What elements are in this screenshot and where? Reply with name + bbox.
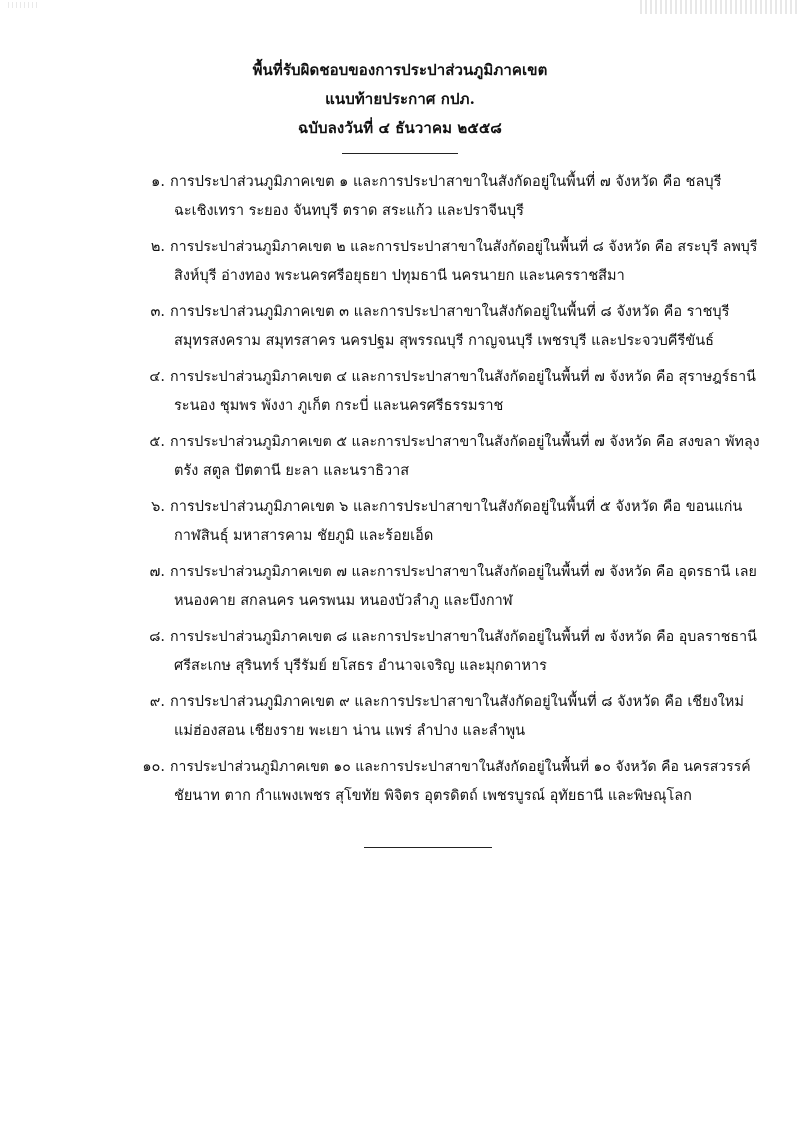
item-line-2: สมุทรสงคราม สมุทรสาคร นครปฐม สุพรรณบุรี กาญจนบุรี เพชรบุรี และประจวบคีรีขันธ์ [174, 333, 714, 349]
item-text [170, 493, 760, 551]
item-number: ๒. [150, 239, 165, 255]
scan-artifact [640, 0, 800, 14]
item-line-2: กาฬสินธุ์ มหาสารคาม ชัยภูมิ และร้อยเอ็ด [174, 528, 434, 544]
list-item [0, 298, 800, 363]
item-line-1: การประปาส่วนภูมิภาคเขต ๙ และการประปาสาขาในสังกัดอยู่ในพื้นที่ ๘ จังหวัด คือ เชียงใหม่ [170, 694, 744, 710]
item-line-1: การประปาส่วนภูมิภาคเขต ๑๐ และการประปาสาขาในสังกัดอยู่ในพื้นที่ ๑๐ จังหวัด คือ นครสวรรค์ [170, 759, 751, 775]
item-line-1: การประปาส่วนภูมิภาคเขต ๓ และการประปาสาขาในสังกัดอยู่ในพื้นที่ ๘ จังหวัด คือ ราชบุรี [170, 304, 730, 320]
list-item [0, 688, 800, 753]
item-text [170, 688, 760, 746]
list-item [0, 168, 800, 233]
item-text [170, 428, 760, 486]
item-line-2: ชัยนาท ตาก กำแพงเพชร สุโขทัย พิจิตร อุตรดิตถ์ เพชรบูรณ์ อุทัยธานี และพิษณุโลก [174, 788, 692, 804]
item-line-2: แม่ฮ่องสอน เชียงราย พะเยา น่าน แพร่ ลำปาง และลำพูน [174, 723, 526, 739]
item-number: ๘. [149, 629, 165, 645]
scan-artifact [8, 2, 38, 8]
document-title: พื้นที่รับผิดชอบของการประปาส่วนภูมิภาคเขต [252, 61, 548, 79]
item-line-2: หนองคาย สกลนคร นครพนม หนองบัวลำภู และบึงกาฬ [174, 593, 513, 609]
item-text [170, 233, 760, 291]
item-line-1: การประปาส่วนภูมิภาคเขต ๕ และการประปาสาขาในสังกัดอยู่ในพื้นที่ ๗ จังหวัด คือ สงขลา พัทลุง [170, 434, 760, 450]
item-number: ๖. [151, 499, 165, 515]
list-item [0, 753, 800, 818]
item-line-2: ระนอง ชุมพร พังงา ภูเก็ต กระบี่ และนครศรีธรรมราช [174, 398, 504, 414]
item-number: ๙. [149, 694, 165, 710]
header-divider [342, 153, 458, 154]
item-text [170, 168, 760, 226]
list-item [0, 623, 800, 688]
document-subtitle: แนบท้ายประกาศ กปภ. [325, 90, 475, 108]
item-number: ๑๐. [142, 759, 165, 775]
item-text [170, 298, 760, 356]
item-number: ๕. [149, 434, 165, 450]
item-line-1: การประปาส่วนภูมิภาคเขต ๘ และการประปาสาขาในสังกัดอยู่ในพื้นที่ ๗ จังหวัด คือ อุบลราชธานี [170, 629, 757, 645]
item-line-1: การประปาส่วนภูมิภาคเขต ๒ และการประปาสาขาในสังกัดอยู่ในพื้นที่ ๘ จังหวัด คือ สระบุรี ลพบุรี [170, 239, 758, 255]
list-item [0, 233, 800, 298]
list-item [0, 493, 800, 558]
item-line-2: ศรีสะเกษ สุรินทร์ บุรีรัมย์ ยโสธร อำนาจเจริญ และมุกดาหาร [174, 658, 547, 674]
item-line-1: การประปาส่วนภูมิภาคเขต ๔ และการประปาสาขาในสังกัดอยู่ในพื้นที่ ๗ จังหวัด คือ สุราษฎร์ธานี [170, 369, 756, 385]
item-text [170, 558, 760, 616]
item-text [170, 753, 760, 811]
item-line-1: การประปาส่วนภูมิภาคเขต ๗ และการประปาสาขาในสังกัดอยู่ในพื้นที่ ๗ จังหวัด คือ อุดรธานี เลย [170, 564, 757, 580]
region-list [0, 168, 800, 818]
item-number: ๔. [149, 369, 165, 385]
item-number: ๗. [149, 564, 165, 580]
list-item [0, 428, 800, 493]
item-number: ๓. [150, 304, 165, 320]
list-item [0, 558, 800, 623]
item-line-2: ตรัง สตูล ปัตตานี ยะลา และนราธิวาส [174, 463, 410, 479]
item-line-2: สิงห์บุรี อ่างทอง พระนครศรีอยุธยา ปทุมธานี นครนายก และนครราชสีมา [174, 268, 625, 284]
item-text [170, 623, 760, 681]
item-line-1: การประปาส่วนภูมิภาคเขต ๑ และการประปาสาขาในสังกัดอยู่ในพื้นที่ ๗ จังหวัด คือ ชลบุรี [170, 174, 722, 190]
item-line-1: การประปาส่วนภูมิภาคเขต ๖ และการประปาสาขาในสังกัดอยู่ในพื้นที่ ๕ จังหวัด คือ ขอนแก่น [170, 499, 743, 515]
item-text [170, 363, 760, 421]
item-number: ๑. [151, 174, 165, 190]
item-line-2: ฉะเชิงเทรา ระยอง จันทบุรี ตราด สระแก้ว และปราจีนบุรี [174, 203, 524, 219]
document-header [0, 56, 800, 154]
document-date: ฉบับลงวันที่ ๔ ธันวาคม ๒๕๕๘ [298, 119, 502, 137]
list-item [0, 363, 800, 428]
footer-divider [364, 847, 492, 848]
